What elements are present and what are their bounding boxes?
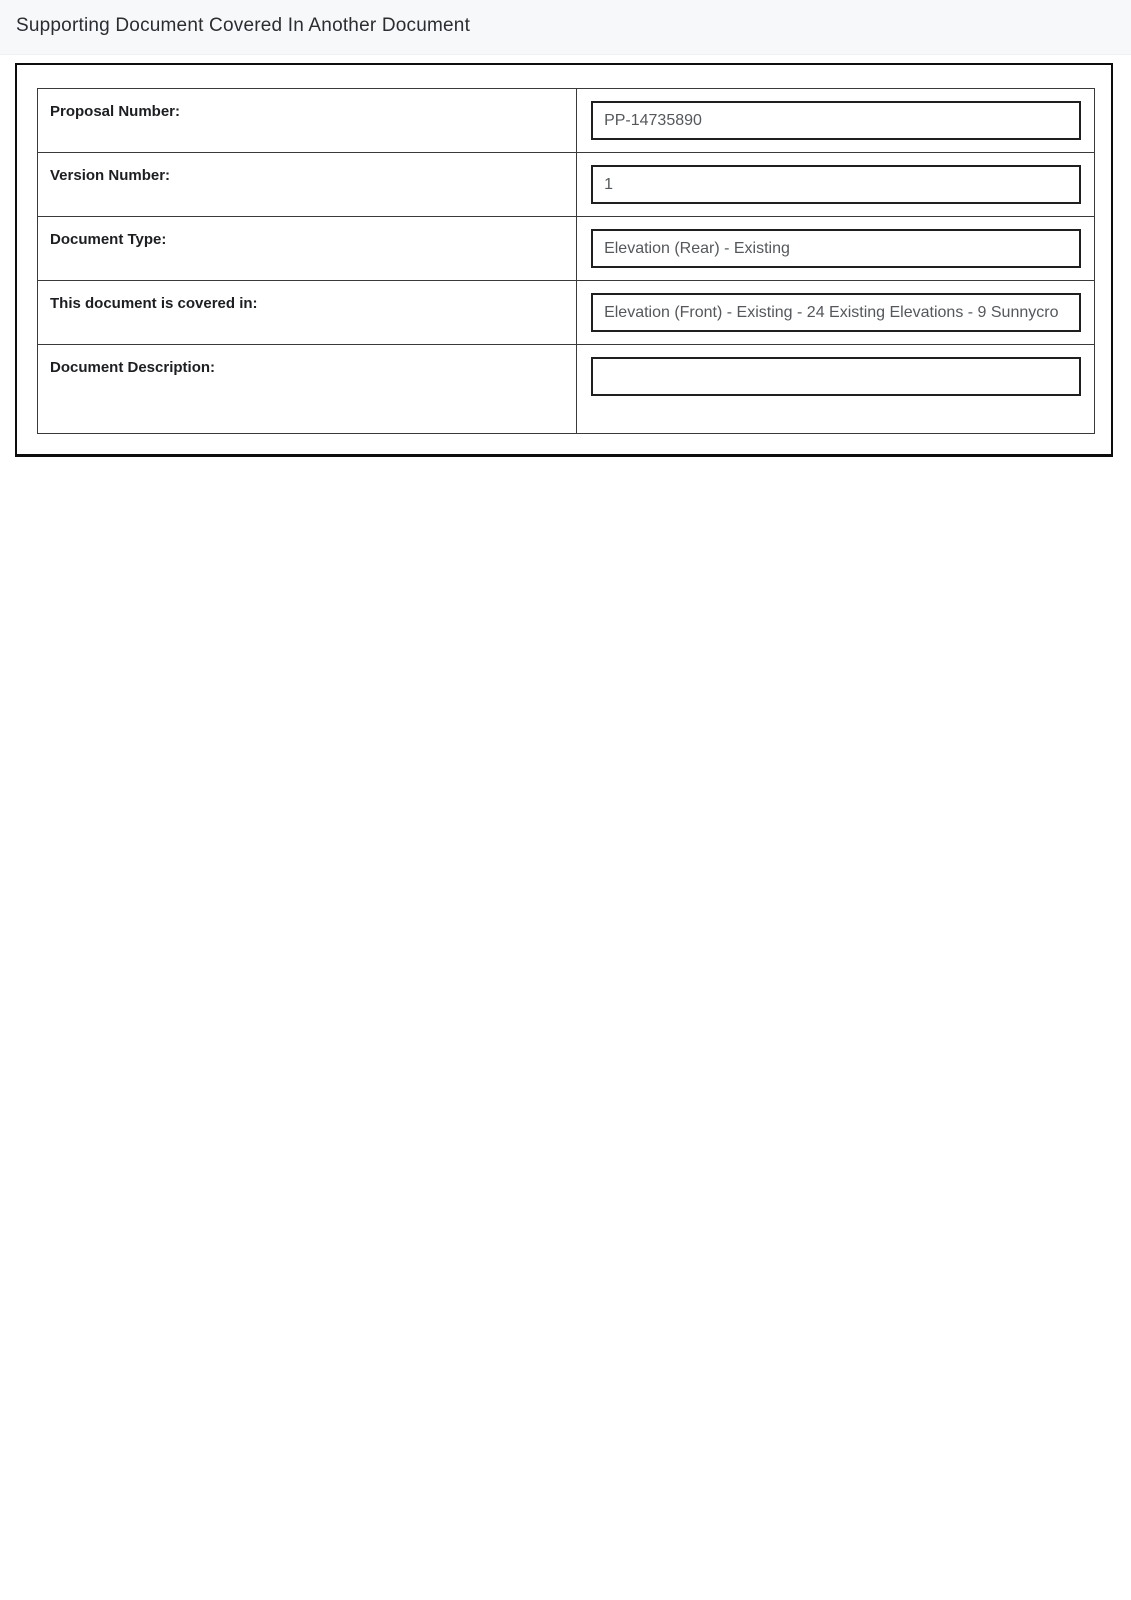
document-type-label: Document Type: <box>38 217 577 281</box>
document-description-label: Document Description: <box>38 345 577 434</box>
document-description-cell <box>577 345 1095 434</box>
table-row-document-description <box>38 345 1095 434</box>
supporting-document-form <box>15 63 1113 457</box>
proposal-number-field[interactable] <box>591 101 1081 140</box>
covered-in-field[interactable] <box>591 293 1081 332</box>
table-row-version-number <box>38 153 1095 217</box>
document-description-field[interactable] <box>591 357 1081 396</box>
document-type-field[interactable] <box>591 229 1081 268</box>
page-header <box>0 0 1131 55</box>
table-row-proposal-number <box>38 89 1095 153</box>
page-title: Supporting Document Covered In Another Document <box>16 15 471 36</box>
covered-in-label: This document is covered in: <box>38 281 577 345</box>
table-row-covered-in <box>38 281 1095 345</box>
proposal-number-cell <box>577 89 1095 153</box>
covered-in-cell <box>577 281 1095 345</box>
version-number-label: Version Number: <box>38 153 577 217</box>
table-row-document-type <box>38 217 1095 281</box>
version-number-field[interactable] <box>591 165 1081 204</box>
version-number-cell <box>577 153 1095 217</box>
document-type-cell <box>577 217 1095 281</box>
proposal-number-label: Proposal Number: <box>38 89 577 153</box>
form-table <box>37 88 1095 434</box>
